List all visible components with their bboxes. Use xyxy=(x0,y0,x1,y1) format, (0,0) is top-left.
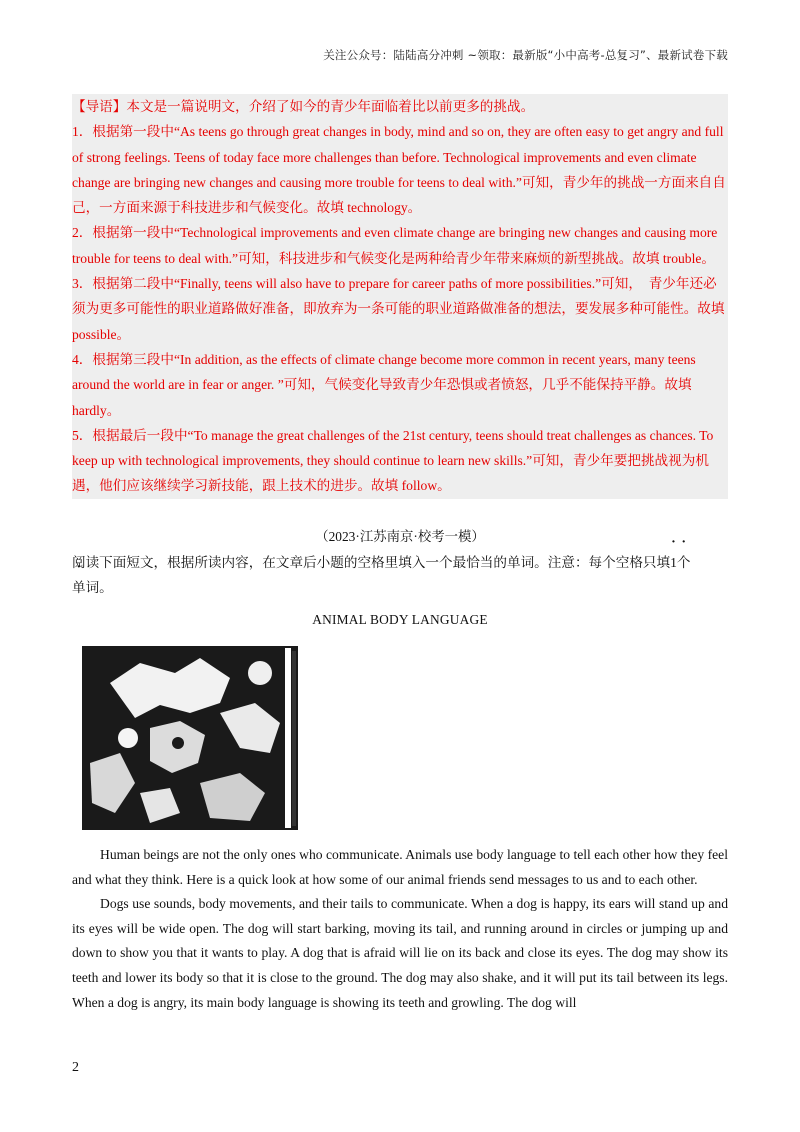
answer-item-5: 5．根据最后一段中“To manage the great challenges of the 21st century, teens should treat challenges as chances. To keep up with technological improvements, they should continue to learn new skills.”可知，青少年要把挑战视为机遇，他们应该继续学习新技能，跟上技术的进步。故填 follow。 xyxy=(72,427,714,494)
answer-item-2: 2．根据第一段中“Technological improvements and even climate change are bringing new changes and causing more trouble for teens to deal with.”可知，科技进步和气候变化是两种给青少年带来麻烦的新型挑战。故填 trouble。 xyxy=(72,225,718,266)
answer-item-3: 3．根据第二段中“Finally, teens will also have to prepare for career paths of more possibilities.”可知， 青少年还必须为更多可能性的职业道路做好准备，即放弃为一条可能的职业道路做准备的想法，要发展多种可能性。故填 possible。 xyxy=(72,276,725,342)
answer-intro: 【导语】本文是一篇说明文，介绍了如今的青少年面临着比以前更多的挑战。 xyxy=(72,99,535,114)
answer-explanation xyxy=(72,94,728,499)
emphasis-ge: 个 xyxy=(676,555,691,570)
passage-paragraph-2: Dogs use sounds, body movements, and their tails to communicate. When a dog is happy, its ears will stand up and its eyes will be wide open. The dog will start barking, moving its tail, and running around in circles or jumping up and down to show you that it wants to play. A dog that is afraid will lie on its back and close its eyes. The dog may show its teeth and lower its body so that it is close to the ground. The dog may also shake, and it will put its tail between its legs. When a dog is angry, its main body language is showing its teeth and growling. The dog will xyxy=(72,896,728,1010)
passage-body xyxy=(72,843,728,1015)
answer-item-1: 1．根据第一段中“As teens go through great changes in body, mind and so on, they are often easy to get angry and full of strong feelings. Teens of today face more challenges than before. Technological improvements and even climate change are bringing new changes and causing more trouble for teens to deal with.”可知，青少年的挑战一方面来自自己，一方面来源于科技进步和气候变化。故填 technology。 xyxy=(72,124,726,216)
instruction-main: 阅读下面短文，根据所读内容，在文章后小题的空格里填入一个最恰当的单词。注意：每个空格只填 xyxy=(72,555,671,570)
emphasis-dan: 单 xyxy=(72,580,86,595)
emphasis-one: · 1 xyxy=(670,550,677,575)
instruction-text xyxy=(72,550,728,600)
page-header: 关注公众号：陆陆高分冲刺 ~领取：最新版“小中高考-总复习”、最新试卷下载 xyxy=(323,48,728,62)
answer-item-4: 4．根据第三段中“In addition, as the effects of climate change become more common in recent years, many teens around the world are in fear or anger. ”可知，气候变化导致青少年恐惧或者愤怒，几乎不能保持平静。故填 hardly。 xyxy=(72,351,696,418)
page-number: 2 xyxy=(72,1060,79,1075)
instruction-end: 词。 xyxy=(85,580,113,595)
question-source: （2023·江苏南京·校考一模） xyxy=(315,529,485,544)
animal-illustration xyxy=(80,643,304,833)
passage-title: ANIMAL BODY LANGUAGE xyxy=(312,612,488,627)
passage-paragraph-1: Human beings are not the only ones who communicate. Animals use body language to tell each other how they feel and what they think. Here is a quick look at how some of our animal friends send messages to us and to each other. xyxy=(72,847,728,887)
